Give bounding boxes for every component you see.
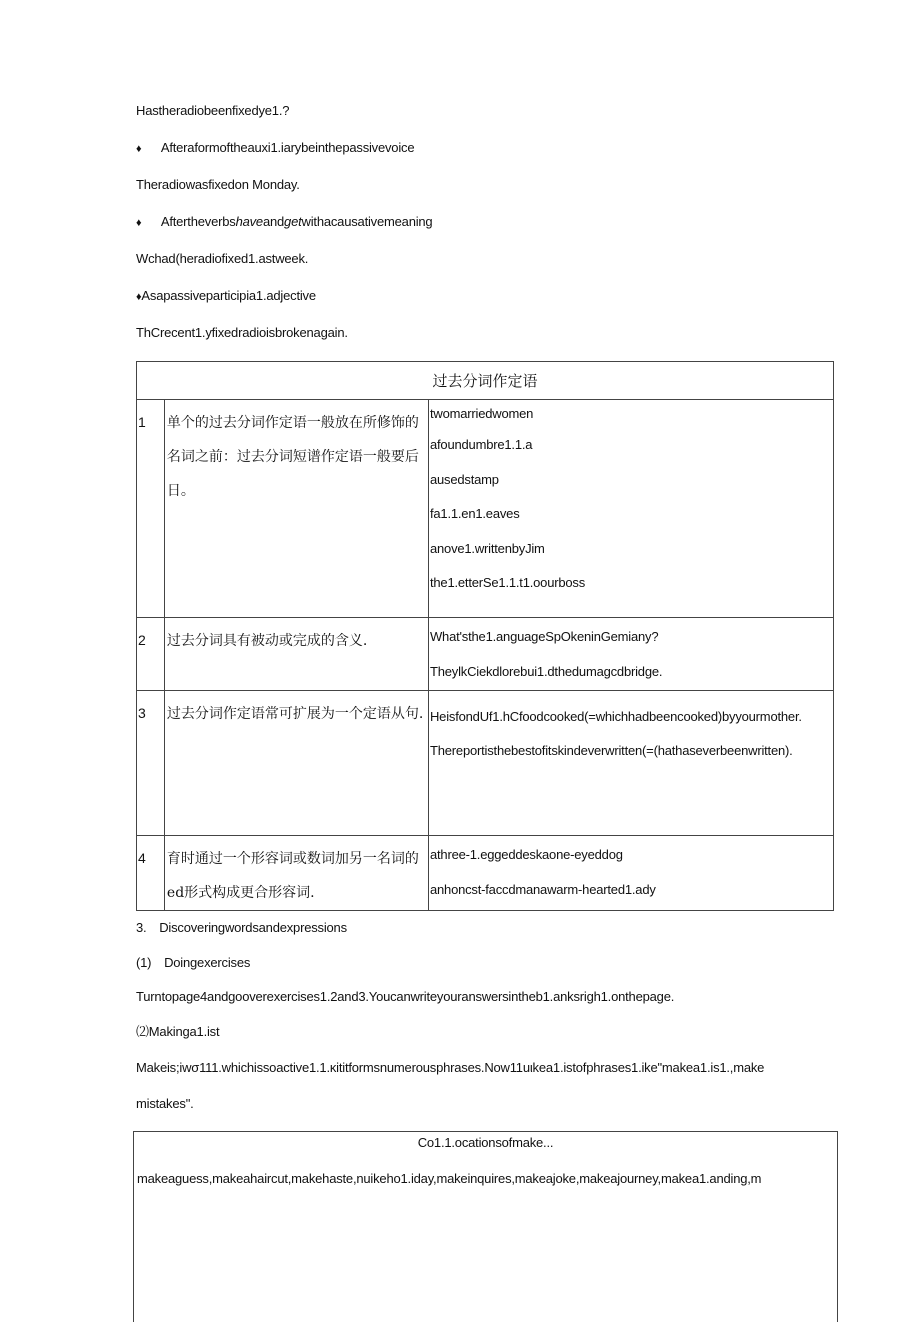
table-row xyxy=(137,691,834,836)
bullet-point-auxiliary xyxy=(136,140,414,155)
bullet-text-get: get xyxy=(284,214,302,229)
example-line: Thereportisthebestofitskindeverwritten(=(hathaseverbeenwritten). xyxy=(429,743,793,758)
example-line: fa1.1.en1.eaves xyxy=(429,506,520,521)
row-examples xyxy=(428,691,833,836)
table-row xyxy=(137,618,834,691)
example-line: afoundumbre1.1.a xyxy=(429,437,533,452)
row-examples xyxy=(428,400,833,618)
table-row xyxy=(137,836,834,911)
table-row xyxy=(137,400,834,618)
sentence-example: Theradiowasfixedon Monday. xyxy=(136,177,300,192)
collocations-title: Co1.1.ocationsofmake... xyxy=(417,1135,554,1150)
bullet-point-adjective xyxy=(136,288,316,303)
collocations-list: makeaguess,makeahaircut,makehaste,nuikeho1.iday,makeinquires,makeajoke,makeajourney,makea1.anding,m xyxy=(137,1171,762,1186)
bullet-text: Asapassiveparticipia1.adjective xyxy=(141,288,316,303)
paragraph: mistakes". xyxy=(136,1096,194,1111)
bullet-icon: ♦ xyxy=(136,217,142,229)
row-examples xyxy=(428,618,833,691)
bullet-icon: ♦ xyxy=(136,143,142,155)
example-line: twomarriedwomen xyxy=(429,406,534,421)
paragraph: Turntopage4andgooverexercises1.2and3.Youcanwriteyouranswersintheb1.anksrigh1.onthepage. xyxy=(136,989,675,1004)
sentence-question: Hastheradiobeenfixedye1.? xyxy=(136,103,290,118)
bullet-icon: ♦ xyxy=(136,291,142,303)
subsection-heading: ⑵Makinga1.ist xyxy=(136,1024,220,1039)
bullet-text-pre: Aftertheverbs xyxy=(160,214,236,229)
bullet-text: Afteraformoftheauxi1.iarybeinthepassivevoice xyxy=(160,140,415,155)
sentence-example: ThCrecent1.yfixedradioisbrokenagain. xyxy=(136,325,348,340)
example-line: ausedstamp xyxy=(429,471,499,487)
row-rule: 过去分词作定语常可扩展为一个定语从句. xyxy=(164,691,428,836)
paragraph: Makeis;iwσ111.whichissoactive1.1.κititformsnumerousphrases.Now11uιkea1.istofphrases1.ike"makea1.is1.,make xyxy=(136,1060,765,1075)
example-line: TheylkCiekdlorebui1.dthedumagcdbridge. xyxy=(429,663,663,679)
row-rule: 单个的过去分词作定语一般放在所修饰的名词之前：过去分词短谱作定语一般要后日。 xyxy=(164,400,428,618)
row-number: 1 xyxy=(137,400,165,618)
table-title: 过去分词作定语 xyxy=(137,362,834,400)
bullet-text-have: have xyxy=(235,214,263,229)
collocations-box xyxy=(133,1131,838,1322)
bullet-text-post: withacausativemeaning xyxy=(301,214,433,229)
example-line: What'sthe1.anguageSpOkeninGemiany? xyxy=(429,629,659,644)
example-line: HeisfondUf1.hCfoodcooked(=whichhadbeencooked)byyourmother. xyxy=(429,709,802,724)
row-examples xyxy=(428,836,833,911)
section-heading: 3. Discoveringwordsandexpressions xyxy=(136,920,347,935)
example-line: anhoncst-faccdmanawarm-hearted1.ady xyxy=(429,881,656,897)
example-line: the1.etterSe1.1.t1.oourboss xyxy=(429,575,586,590)
example-line: anove1.writtenbyJim xyxy=(429,540,545,556)
row-rule: 过去分词具有被动或完成的含义. xyxy=(164,618,428,691)
row-number: 4 xyxy=(137,836,165,911)
subsection-heading: (1) Doingexercises xyxy=(136,955,251,970)
row-number: 2 xyxy=(137,618,165,691)
participle-table xyxy=(136,361,834,911)
example-line: athree-1.eggeddeskaone-eyeddog xyxy=(429,847,623,862)
bullet-text-and: and xyxy=(262,214,285,229)
row-number: 3 xyxy=(137,691,165,836)
bullet-point-causative xyxy=(136,214,432,229)
row-rule: 育时通过一个形容词或数词加另一名词的ed形式构成更合形容词. xyxy=(164,836,428,911)
sentence-example: Wchad(heradiofixed1.astweek. xyxy=(136,251,309,266)
